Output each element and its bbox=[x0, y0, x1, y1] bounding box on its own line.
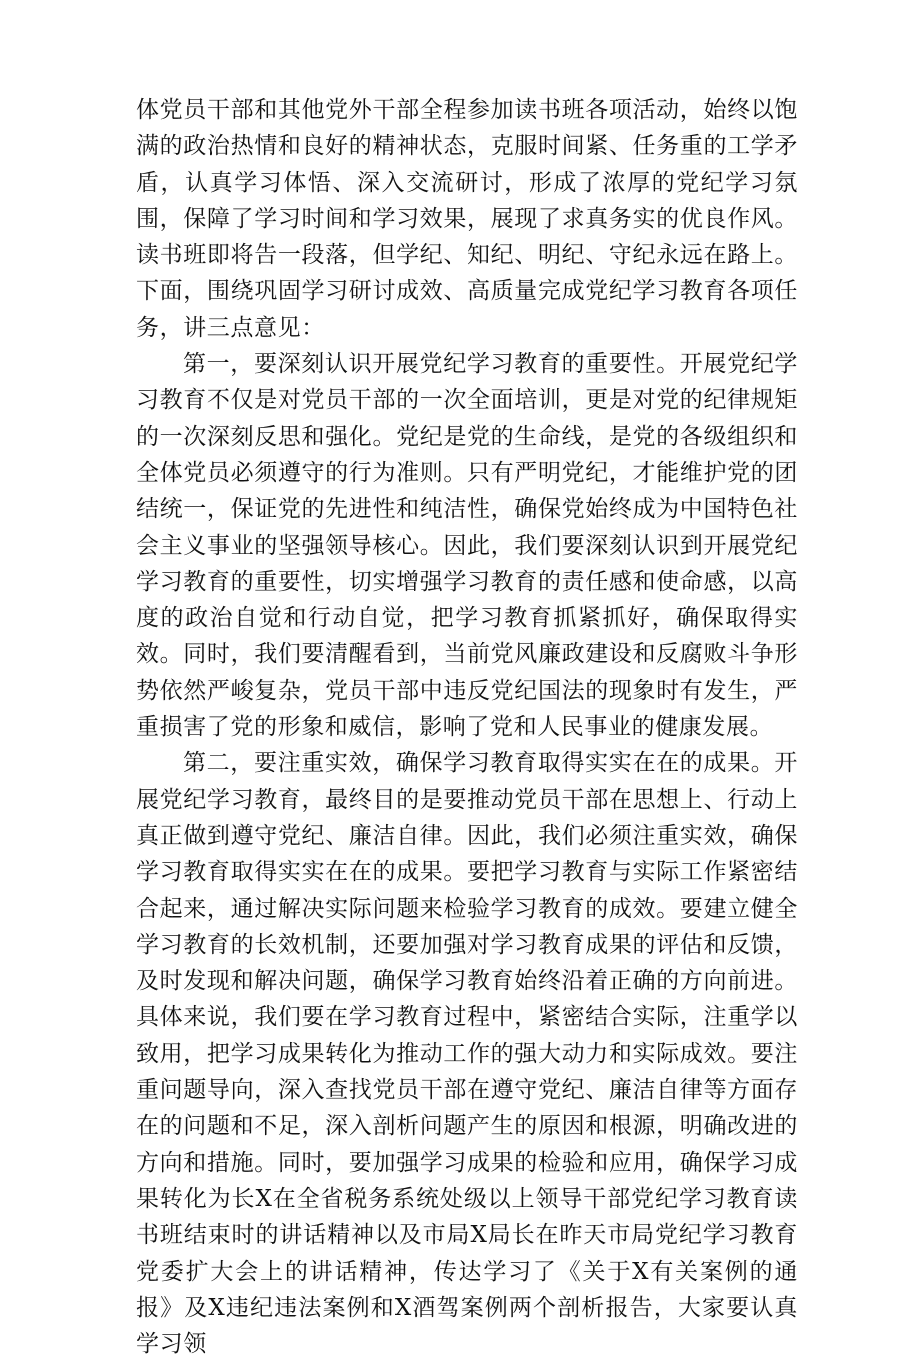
paragraph-point-one: 第一，要深刻认识开展党纪学习教育的重要性。开展党纪学习教育不仅是对党员干部的一次全面培训，更是对党的纪律规矩的一次深刻反思和强化。党纪是党的生命线，是党的各级组织和全体党员必须遵守的行为准则。只有严明党纪，才能维护党的团结统一，保证党的先进性和纯洁性，确保党始终成为中国特色社会主义事业的坚强领导核心。因此，我们要深刻认识到开展党纪学习教育的重要性，切实增强学习教育的责任感和使命感，以高度的政治自觉和行动自觉，把学习教育抓紧抓好，确保取得实效。同时，我们要清醒看到，当前党风廉政建设和反腐败斗争形势依然严峻复杂，党员干部中违反党纪国法的现象时有发生，严重损害了党的形象和威信，影响了党和人民事业的健康发展。 bbox=[136, 351, 798, 741]
paragraph-intro-continuation: 体党员干部和其他党外干部全程参加读书班各项活动，始终以饱满的政治热情和良好的精神状态，克服时间紧、任务重的工学矛盾，认真学习体悟、深入交流研讨，形成了浓厚的党纪学习氛围，保障了学习时间和学习效果，展现了求真务实的优良作风。读书班即将告一段落，但学纪、知纪、明纪、守纪永远在路上。下面，围绕巩固学习研讨成效、高质量完成党纪学习教育各项任务，讲三点意见： bbox=[136, 97, 798, 341]
document-page bbox=[136, 92, 798, 1362]
paragraph-point-two: 第二，要注重实效，确保学习教育取得实实在在的成果。开展党纪学习教育，最终目的是要推动党员干部在思想上、行动上真正做到遵守党纪、廉洁自律。因此，我们必须注重实效，确保学习教育取得实实在在的成果。要把学习教育与实际工作紧密结合起来，通过解决实际问题来检验学习教育的成效。要建立健全学习教育的长效机制，还要加强对学习教育成果的评估和反馈，及时发现和解决问题，确保学习教育始终沿着正确的方向前进。具体来说，我们要在学习教育过程中，紧密结合实际，注重学以致用，把学习成果转化为推动工作的强大动力和实际成效。要注重问题导向，深入查找党员干部在遵守党纪、廉洁自律等方面存在的问题和不足，深入剖析问题产生的原因和根源，明确改进的方向和措施。同时，要加强学习成果的检验和应用，确保学习成果转化为长X在全省税务系统处级以上领导干部党纪学习教育读书班结束时的讲话精神以及市局X局长在昨天市局党纪学习教育党委扩大会上的讲话精神，传达学习了《关于X有关案例的通报》及X违纪违法案例和X酒驾案例两个剖析报告，大家要认真学习领 bbox=[136, 750, 798, 1358]
